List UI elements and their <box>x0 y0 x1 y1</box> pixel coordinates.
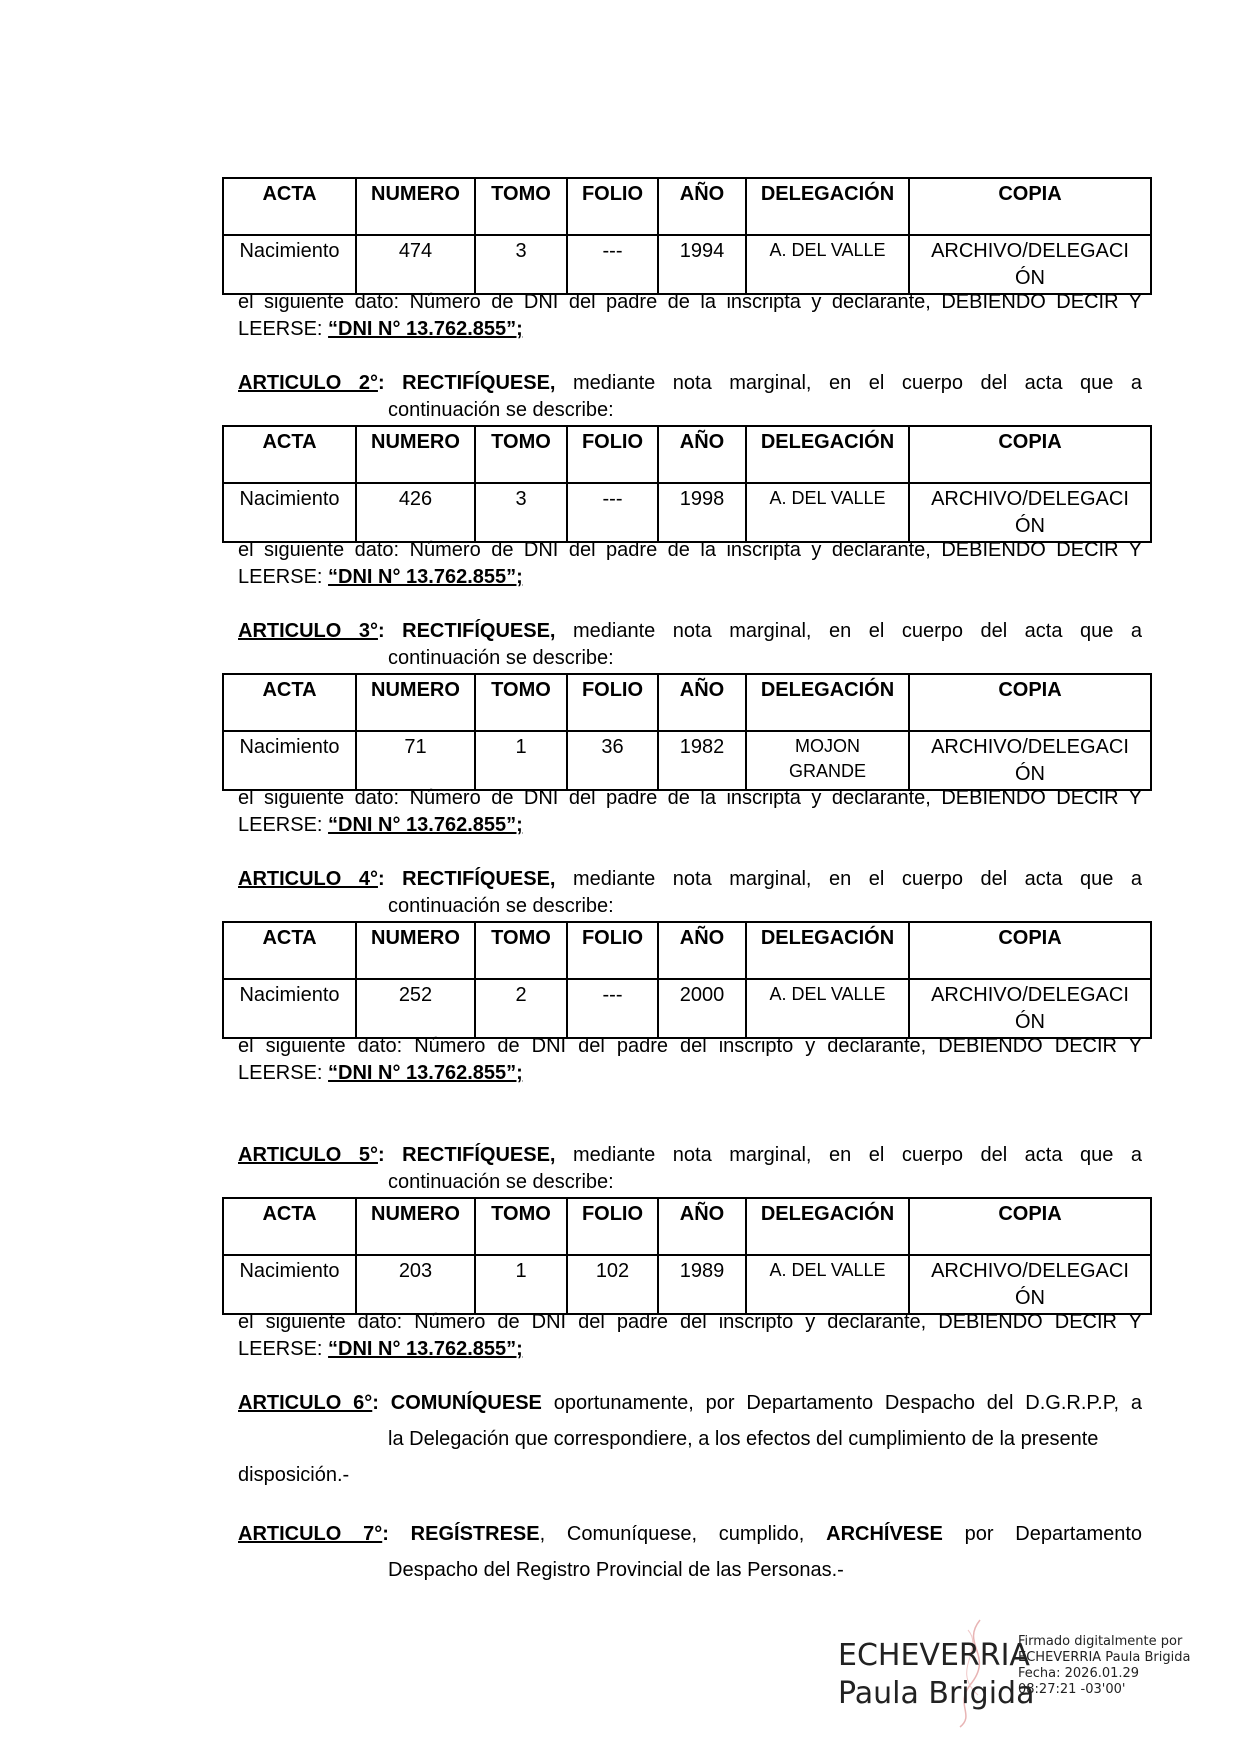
col-tomo: TOMO <box>475 674 567 731</box>
cell-tomo: 1 <box>475 1255 567 1314</box>
col-delegacion: DELEGACIÓN <box>746 674 909 731</box>
cell-tomo: 3 <box>475 235 567 294</box>
copia-line2: ÓN <box>1015 1287 1045 1309</box>
registrese: REGÍSTRESE <box>410 1523 540 1545</box>
cell-tomo: 1 <box>475 731 567 790</box>
cell-acta: Nacimiento <box>223 731 356 790</box>
cell-delegacion: A. DEL VALLE <box>746 483 909 542</box>
acta-table-4 <box>222 921 1152 1039</box>
col-anio: AÑO <box>658 426 746 483</box>
articulo-7-label: ARTICULO 7° <box>238 1523 383 1545</box>
rect-tail: mediante nota marginal, en el cuerpo del acta que a <box>573 868 1142 890</box>
articulo-6-line2: la Delegación que correspondiere, a los efectos del cumplimiento de la presente <box>388 1428 1099 1450</box>
table-row <box>223 483 1151 542</box>
dato-paragraph-3: el siguiente dato: Número de DNI del padre de la inscripta y declarante, DEBIENDO DECIR Y <box>238 787 1142 809</box>
cell-folio: 36 <box>567 731 658 790</box>
rect-tail: mediante nota marginal, en el cuerpo del acta que a <box>573 372 1142 394</box>
acta-table-2 <box>222 425 1152 543</box>
col-delegacion: DELEGACIÓN <box>746 426 909 483</box>
signature-name-line1: ECHEVERRIA <box>838 1638 1030 1673</box>
cell-acta: Nacimiento <box>223 1255 356 1314</box>
articulo-3-continuation: continuación se describe: <box>388 647 614 669</box>
cell-folio: --- <box>567 979 658 1038</box>
copia-line1: ARCHIVO/DELEGACI <box>931 984 1129 1006</box>
rectifiquese: RECTIFÍQUESE, <box>402 868 556 890</box>
articulo-3-label: ARTICULO 3° <box>238 620 378 642</box>
col-copia: COPIA <box>909 1198 1151 1255</box>
copia-line1: ARCHIVO/DELEGACI <box>931 736 1129 758</box>
cell-acta: Nacimiento <box>223 235 356 294</box>
articulo-5-continuation: continuación se describe: <box>388 1171 614 1193</box>
cell-copia <box>909 1255 1151 1314</box>
col-numero: NUMERO <box>356 922 475 979</box>
cell-delegacion: A. DEL VALLE <box>746 1255 909 1314</box>
articulo-2-label: ARTICULO 2° <box>238 372 378 394</box>
table-header-row <box>223 178 1151 235</box>
table-header-row <box>223 426 1151 483</box>
cell-copia <box>909 979 1151 1038</box>
cell-numero: 474 <box>356 235 475 294</box>
articulo-5-label: ARTICULO 5° <box>238 1144 378 1166</box>
cell-anio: 1982 <box>658 731 746 790</box>
articulo-7-heading <box>238 1521 1142 1548</box>
cell-tomo: 3 <box>475 483 567 542</box>
cell-copia <box>909 483 1151 542</box>
articulo-2-continuation: continuación se describe: <box>388 399 614 421</box>
cell-delegacion <box>746 731 909 790</box>
table-row <box>223 235 1151 294</box>
articulo-7-mid: , Comuníquese, cumplido, <box>539 1523 805 1545</box>
dato-paragraph-4: el siguiente dato: Número de DNI del padre del inscripto y declarante, DEBIENDO DECIR Y <box>238 1035 1142 1057</box>
table-row <box>223 1255 1151 1314</box>
rectifiquese: RECTIFÍQUESE, <box>402 1144 556 1166</box>
copia-line1: ARCHIVO/DELEGACI <box>931 240 1129 262</box>
copia-line1: ARCHIVO/DELEGACI <box>931 488 1129 510</box>
cell-delegacion: A. DEL VALLE <box>746 235 909 294</box>
col-anio: AÑO <box>658 178 746 235</box>
col-acta: ACTA <box>223 426 356 483</box>
cell-anio: 1998 <box>658 483 746 542</box>
acta-table-5 <box>222 1197 1152 1315</box>
articulo-6-label: ARTICULO 6° <box>238 1392 373 1414</box>
cell-copia <box>909 235 1151 294</box>
col-acta: ACTA <box>223 674 356 731</box>
leerse-line-5 <box>238 1336 1142 1363</box>
dni-value: “DNI N° 13.762.855”; <box>328 814 523 836</box>
col-folio: FOLIO <box>567 922 658 979</box>
cell-numero: 426 <box>356 483 475 542</box>
colon: : <box>377 1144 385 1166</box>
cell-copia <box>909 731 1151 790</box>
cell-tomo: 2 <box>475 979 567 1038</box>
colon: : <box>372 1392 379 1414</box>
dato-paragraph-1: el siguiente dato: Número de DNI del padre de la inscripta y declarante, DEBIENDO DECIR Y <box>238 291 1142 313</box>
leerse-line-1 <box>238 316 1142 343</box>
delegacion-line2: GRANDE <box>788 761 866 781</box>
delegacion-line1: MOJON <box>795 736 860 756</box>
col-tomo: TOMO <box>475 922 567 979</box>
archivese: ARCHÍVESE <box>826 1523 943 1545</box>
col-copia: COPIA <box>909 922 1151 979</box>
leerse-line-4 <box>238 1060 1142 1087</box>
signature-info-line: ECHEVERRIA Paula Brigida <box>1018 1650 1191 1665</box>
signature-name-line2: Paula Brigida <box>838 1676 1035 1711</box>
col-acta: ACTA <box>223 1198 356 1255</box>
col-copia: COPIA <box>909 674 1151 731</box>
table-header-row <box>223 674 1151 731</box>
col-anio: AÑO <box>658 674 746 731</box>
comuniquese: COMUNÍQUESE <box>390 1392 542 1414</box>
col-folio: FOLIO <box>567 426 658 483</box>
cell-anio: 2000 <box>658 979 746 1038</box>
col-copia: COPIA <box>909 426 1151 483</box>
col-delegacion: DELEGACIÓN <box>746 922 909 979</box>
articulo-6-line1: oportunamente, por Departamento Despacho del D.G.R.P.P, a <box>553 1392 1143 1414</box>
cell-numero: 252 <box>356 979 475 1038</box>
dato-paragraph-5: el siguiente dato: Número de DNI del padre del inscripto y declarante, DEBIENDO DECIR Y <box>238 1311 1142 1333</box>
articulo-7-line2: Despacho del Registro Provincial de las Personas.- <box>388 1559 844 1581</box>
cell-delegacion: A. DEL VALLE <box>746 979 909 1038</box>
col-acta: ACTA <box>223 922 356 979</box>
col-tomo: TOMO <box>475 1198 567 1255</box>
rectifiquese: RECTIFÍQUESE, <box>402 372 556 394</box>
copia-line2: ÓN <box>1015 1011 1045 1033</box>
cell-numero: 71 <box>356 731 475 790</box>
col-delegacion: DELEGACIÓN <box>746 1198 909 1255</box>
articulo-2-heading <box>238 370 1142 397</box>
col-anio: AÑO <box>658 922 746 979</box>
signature-info-line: Firmado digitalmente por <box>1018 1634 1183 1649</box>
copia-line2: ÓN <box>1015 515 1045 537</box>
col-delegacion: DELEGACIÓN <box>746 178 909 235</box>
articulo-7-tail: por Departamento <box>964 1523 1143 1545</box>
cell-anio: 1994 <box>658 235 746 294</box>
cell-folio: --- <box>567 235 658 294</box>
acta-table-1 <box>222 177 1152 295</box>
table-header-row <box>223 1198 1151 1255</box>
cell-numero: 203 <box>356 1255 475 1314</box>
col-acta: ACTA <box>223 178 356 235</box>
cell-acta: Nacimiento <box>223 483 356 542</box>
dni-value: “DNI N° 13.762.855”; <box>328 566 523 588</box>
table-row <box>223 979 1151 1038</box>
rectifiquese: RECTIFÍQUESE, <box>402 620 556 642</box>
col-numero: NUMERO <box>356 674 475 731</box>
copia-line1: ARCHIVO/DELEGACI <box>931 1260 1129 1282</box>
dni-value: “DNI N° 13.762.855”; <box>328 318 523 340</box>
leerse-line-3 <box>238 812 1142 839</box>
cell-anio: 1989 <box>658 1255 746 1314</box>
col-folio: FOLIO <box>567 1198 658 1255</box>
acta-table-3 <box>222 673 1152 791</box>
colon: : <box>377 868 385 890</box>
col-tomo: TOMO <box>475 426 567 483</box>
leerse-label: LEERSE: <box>238 1338 323 1360</box>
copia-line2: ÓN <box>1015 267 1045 289</box>
leerse-line-2 <box>238 564 1142 591</box>
col-anio: AÑO <box>658 1198 746 1255</box>
dato-paragraph-2: el siguiente dato: Número de DNI del padre de la inscripta y declarante, DEBIENDO DECIR Y <box>238 539 1142 561</box>
colon: : <box>382 1523 389 1545</box>
col-numero: NUMERO <box>356 178 475 235</box>
signature-info-line: 08:27:21 -03'00' <box>1018 1682 1126 1697</box>
articulo-6-line3: disposición.- <box>238 1464 350 1486</box>
col-tomo: TOMO <box>475 178 567 235</box>
leerse-label: LEERSE: <box>238 318 323 340</box>
rect-tail: mediante nota marginal, en el cuerpo del acta que a <box>573 620 1142 642</box>
signature-info <box>1018 1634 1190 1698</box>
articulo-3-heading <box>238 618 1142 645</box>
articulo-6-heading <box>238 1390 1142 1417</box>
col-numero: NUMERO <box>356 1198 475 1255</box>
dni-value: “DNI N° 13.762.855”; <box>328 1062 523 1084</box>
table-row <box>223 731 1151 790</box>
rect-tail: mediante nota marginal, en el cuerpo del acta que a <box>573 1144 1142 1166</box>
articulo-4-continuation: continuación se describe: <box>388 895 614 917</box>
col-numero: NUMERO <box>356 426 475 483</box>
table-header-row <box>223 922 1151 979</box>
leerse-label: LEERSE: <box>238 814 323 836</box>
leerse-label: LEERSE: <box>238 1062 323 1084</box>
signature-info-line: Fecha: 2026.01.29 <box>1018 1666 1140 1681</box>
dni-value: “DNI N° 13.762.855”; <box>328 1338 523 1360</box>
colon: : <box>377 372 385 394</box>
cell-folio: 102 <box>567 1255 658 1314</box>
col-copia: COPIA <box>909 178 1151 235</box>
leerse-label: LEERSE: <box>238 566 323 588</box>
col-folio: FOLIO <box>567 674 658 731</box>
cell-acta: Nacimiento <box>223 979 356 1038</box>
colon: : <box>377 620 385 642</box>
copia-line2: ÓN <box>1015 763 1045 785</box>
col-folio: FOLIO <box>567 178 658 235</box>
cell-folio: --- <box>567 483 658 542</box>
articulo-4-heading <box>238 866 1142 893</box>
articulo-5-heading <box>238 1142 1142 1169</box>
articulo-4-label: ARTICULO 4° <box>238 868 378 890</box>
